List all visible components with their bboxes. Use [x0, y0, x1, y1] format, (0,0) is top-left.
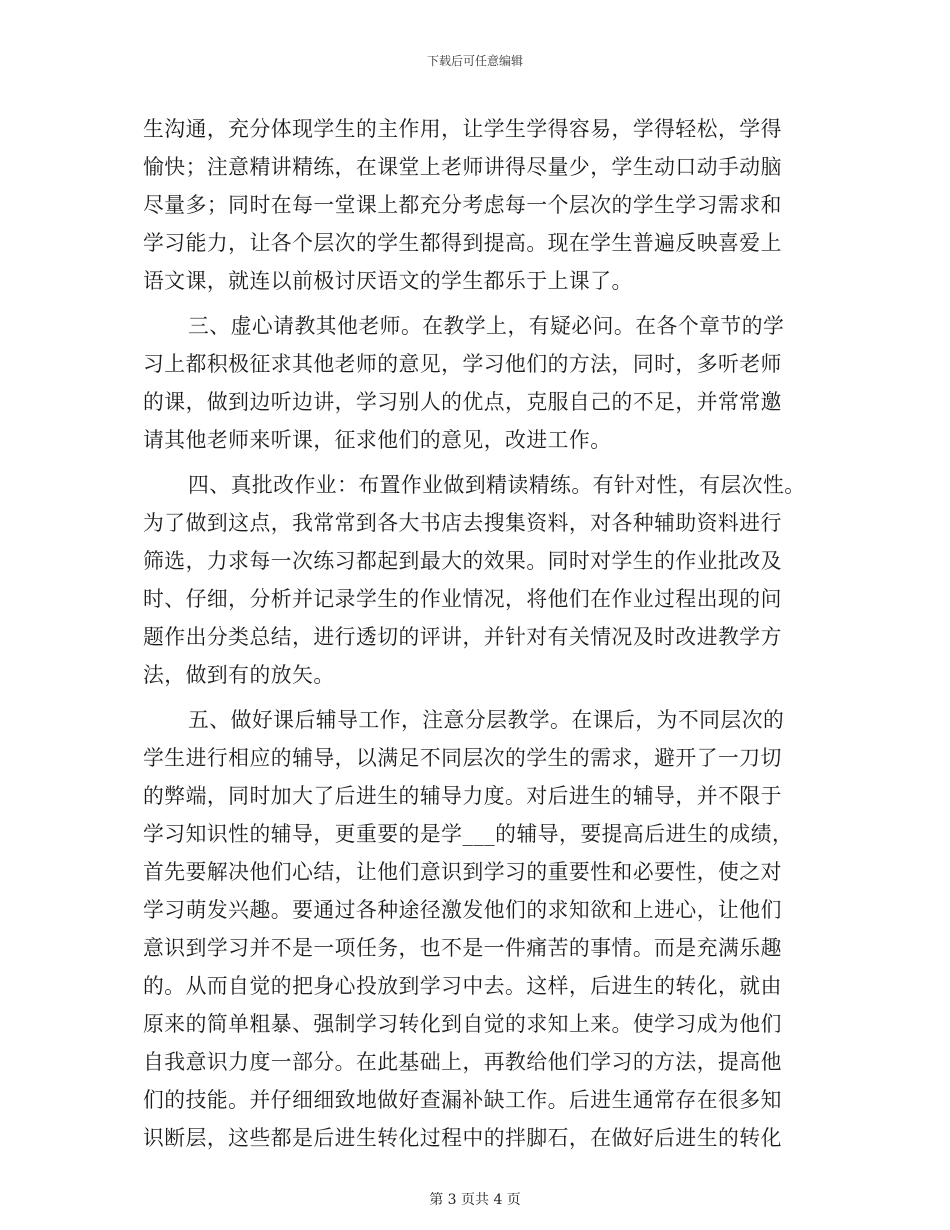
document-body: [143, 110, 823, 1157]
text-line: 的。从而自觉的把身心投放到学习中去。这样，后进生的转化，就由: [143, 974, 782, 998]
text-line: 五、做好课后辅导工作，注意分层教学。在课后，为不同层次的: [188, 708, 785, 732]
text-line: 时、仔细，分析并记录学生的作业情况，将他们在作业过程出现的问: [143, 587, 782, 611]
text-line: 学习知识性的辅导，更重要的是学___的辅导，要提高后进生的成绩，: [143, 822, 794, 846]
text-line: 法，做到有的放矢。: [143, 663, 335, 687]
text-line: 首先要解决他们心结，让他们意识到学习的重要性和必要性，使之对: [143, 860, 782, 884]
page-header: 下载后可任意编辑: [426, 54, 523, 68]
text-line: 们的技能。并仔细细致地做好查漏补缺工作。后进生通常存在很多知: [143, 1088, 782, 1112]
page-footer: 第 3 页共 4 页: [429, 1192, 521, 1208]
paragraph: [143, 466, 823, 694]
text-line: 请其他老师来听课，征求他们的意见，改进工作。: [143, 428, 612, 452]
paragraph-gap: [143, 694, 823, 701]
text-line: 学习萌发兴趣。要通过各种途径激发他们的求知欲和上进心，让他们: [143, 898, 782, 922]
text-line: 愉快；注意精讲精练，在课堂上老师讲得尽量少，学生动口动手动脑: [143, 155, 782, 179]
text-line: 意识到学习并不是一项任务，也不是一件痛苦的事情。而是充满乐趣: [143, 936, 782, 960]
paragraph-gap: [143, 300, 823, 307]
text-line: 为了做到这点，我常常到各大书店去搜集资料，对各种辅助资料进行: [143, 511, 782, 535]
text-line: 四、真批改作业：布置作业做到精读精练。有针对性，有层次性。: [188, 473, 806, 497]
text-line: 学习能力，让各个层次的学生都得到提高。现在学生普遍反映喜爱上: [143, 231, 782, 255]
paragraph: [143, 110, 823, 300]
text-line: 尽量多；同时在每一堂课上都充分考虑每一个层次的学生学习需求和: [143, 193, 782, 217]
text-line: 的弊端，同时加大了后进生的辅导力度。对后进生的辅导，并不限于: [143, 784, 782, 808]
text-line: 生沟通，充分体现学生的主作用，让学生学得容易，学得轻松，学得: [143, 117, 782, 141]
text-line: 学生进行相应的辅导，以满足不同层次的学生的需求，避开了一刀切: [143, 746, 782, 770]
text-line: 的课，做到边听边讲，学习别人的优点，克服自己的不足，并常常邀: [143, 390, 782, 414]
text-line: 题作出分类总结，进行透切的评讲，并针对有关情况及时改进教学方: [143, 625, 782, 649]
text-line: 习上都积极征求其他老师的意见，学习他们的方法，同时，多听老师: [143, 352, 782, 376]
paragraph: [143, 307, 823, 459]
text-line: 原来的简单粗暴、强制学习转化到自觉的求知上来。使学习成为他们: [143, 1012, 782, 1036]
text-line: 识断层，这些都是后进生转化过程中的拌脚石，在做好后进生的转化: [143, 1126, 782, 1150]
text-line: 筛选，力求每一次练习都起到最大的效果。同时对学生的作业批改及: [143, 549, 782, 573]
paragraph-gap: [143, 459, 823, 466]
text-line: 三、虚心请教其他老师。在教学上，有疑必问。在各个章节的学: [188, 314, 785, 338]
text-line: 自我意识力度一部分。在此基础上，再教给他们学习的方法，提高他: [143, 1050, 782, 1074]
paragraph: [143, 701, 823, 1157]
text-line: 语文课，就连以前极讨厌语文的学生都乐于上课了。: [143, 269, 633, 293]
